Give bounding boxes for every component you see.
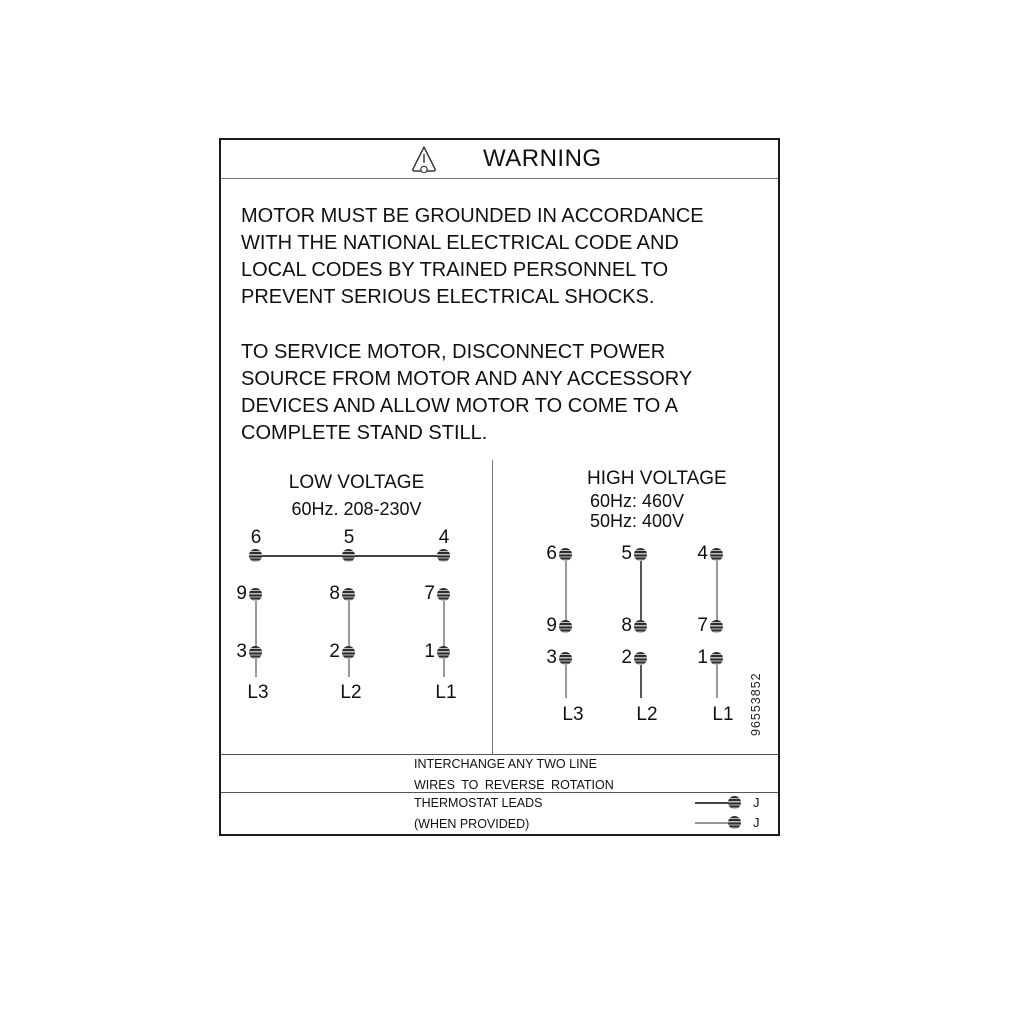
- terminal-dot: [249, 549, 262, 562]
- warning-text-line: SOURCE FROM MOTOR AND ANY ACCESSORY: [241, 368, 693, 390]
- rotation-note-line1: INTERCHANGE ANY TWO LINE: [414, 757, 597, 771]
- terminal-dot: [634, 620, 647, 633]
- terminal-number: 1: [697, 647, 708, 668]
- terminal-number: 7: [697, 615, 708, 636]
- wire-6-9: [565, 555, 567, 627]
- terminal-dot: [249, 646, 262, 659]
- terminal-dot: [342, 646, 355, 659]
- wire-l1: [443, 595, 445, 677]
- warning-text-line: LOCAL CODES BY TRAINED PERSONNEL TO: [241, 259, 669, 281]
- line-label: L2: [636, 704, 658, 725]
- high-voltage-freq1: 60Hz: 460V: [590, 491, 685, 511]
- lead-label: J: [753, 795, 760, 810]
- line-label: L2: [340, 682, 362, 703]
- terminal-number: 3: [236, 641, 247, 662]
- low-voltage-subtitle: 60Hz. 208-230V: [291, 499, 422, 519]
- high-voltage-panel: [493, 460, 778, 754]
- terminal-number: 8: [329, 583, 340, 604]
- terminal-number: 2: [329, 641, 340, 662]
- terminal-dot: [710, 548, 723, 561]
- warning-text-line: TO SERVICE MOTOR, DISCONNECT POWER: [241, 341, 666, 363]
- high-voltage-title: HIGH VOLTAGE: [587, 468, 727, 489]
- terminal-dot: [634, 548, 647, 561]
- terminal-dot: [342, 588, 355, 601]
- terminal-dot: [710, 620, 723, 633]
- warning-text-line: COMPLETE STAND STILL.: [241, 422, 488, 444]
- warning-text-line: MOTOR MUST BE GROUNDED IN ACCORDANCE: [241, 205, 704, 227]
- terminal-number: 6: [546, 543, 557, 564]
- terminal-number: 5: [343, 527, 355, 548]
- terminal-dot: [249, 588, 262, 601]
- lead-dot: [728, 816, 741, 829]
- warning-text-line: PREVENT SERIOUS ELECTRICAL SHOCKS.: [241, 286, 655, 308]
- high-voltage-freq2: 50Hz: 400V: [590, 511, 685, 531]
- terminal-dot: [559, 652, 572, 665]
- terminal-dot: [559, 620, 572, 633]
- thermostat-note-line1: THERMOSTAT LEADS: [414, 796, 543, 810]
- rotation-note-row: [221, 755, 778, 793]
- rotation-note-line2: WIRES TO REVERSE ROTATION: [414, 778, 614, 792]
- terminal-number: 8: [621, 615, 632, 636]
- low-voltage-title: LOW VOLTAGE: [288, 472, 425, 493]
- terminal-number: 3: [546, 647, 557, 668]
- warning-triangle-icon: [411, 145, 437, 178]
- lead-label: J: [753, 815, 760, 830]
- grounding-warning-paragraph: [241, 203, 704, 311]
- warning-header: [221, 140, 778, 179]
- low-voltage-panel: [221, 460, 493, 754]
- terminal-dot: [634, 652, 647, 665]
- terminal-dot: [437, 549, 450, 562]
- terminal-number: 1: [424, 641, 435, 662]
- lead-wire: [695, 822, 728, 824]
- line-label: L1: [435, 682, 457, 703]
- warning-body: [221, 179, 778, 460]
- service-warning-paragraph: [241, 339, 692, 447]
- line-label: L3: [562, 704, 584, 725]
- thermostat-note-line2: (WHEN PROVIDED): [414, 817, 530, 831]
- terminal-number: 2: [621, 647, 632, 668]
- terminal-number: 4: [438, 527, 450, 548]
- thermostat-note-row: [221, 793, 778, 834]
- wire-l2: [348, 595, 350, 677]
- part-number: 96553852: [749, 672, 763, 736]
- line-label: L3: [247, 682, 269, 703]
- terminal-dot: [559, 548, 572, 561]
- lead-dot: [728, 796, 741, 809]
- terminal-number: 9: [546, 615, 557, 636]
- terminal-dot: [710, 652, 723, 665]
- warning-text-line: WITH THE NATIONAL ELECTRICAL CODE AND: [241, 232, 679, 254]
- terminal-dot: [437, 588, 450, 601]
- terminal-number: 5: [621, 543, 632, 564]
- wire-4-7: [716, 555, 718, 627]
- terminal-number: 4: [697, 543, 708, 564]
- warning-title: WARNING: [483, 145, 602, 172]
- wire-5-8: [640, 555, 642, 627]
- terminal-dot: [342, 549, 355, 562]
- wiring-diagrams-section: [221, 460, 778, 755]
- warning-text-line: DEVICES AND ALLOW MOTOR TO COME TO A: [241, 395, 679, 417]
- warning-label: [219, 138, 780, 836]
- line-label: L1: [712, 704, 734, 725]
- terminal-number: 6: [250, 527, 262, 548]
- terminal-number: 7: [424, 583, 435, 604]
- terminal-dot: [437, 646, 450, 659]
- wire-l3: [255, 595, 257, 677]
- lead-wire: [695, 802, 728, 804]
- terminal-number: 9: [236, 583, 247, 604]
